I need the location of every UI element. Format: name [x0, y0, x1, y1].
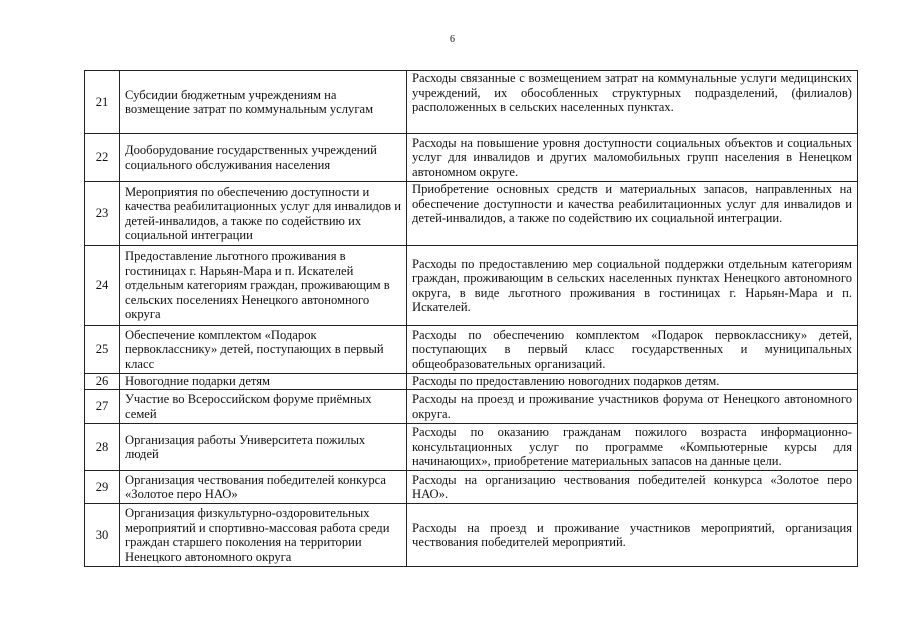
table-row	[85, 390, 858, 424]
row-number: 25	[85, 326, 120, 374]
row-item-description: Расходы по обеспечению комплектом «Подарок первокласснику» детей, поступающих в первый класс государственных и муниципальных общеобразовательных организаций.	[407, 326, 858, 374]
table-row	[85, 374, 858, 390]
row-item-name: Новогодние подарки детям	[120, 374, 407, 390]
row-item-description: Расходы по оказанию гражданам пожилого возраста информационно-консультационных услуг по программе «Компьютерные курсы для начинающих», приобретение материальных запасов на данные цели.	[407, 424, 858, 471]
row-item-name: Предоставление льготного проживания в гостиницах г. Нарьян-Мара и п. Искателей отдельным категориям граждан, проживающим в сельских поселениях Ненецкого автономного округа	[120, 246, 407, 326]
row-number: 24	[85, 246, 120, 326]
row-item-name: Обеспечение комплектом «Подарок первокласснику» детей, поступающих в первый класс	[120, 326, 407, 374]
row-item-description: Расходы на проезд и проживание участников форума от Ненецкого автономного округа.	[407, 390, 858, 424]
page-number: 6	[450, 34, 455, 45]
table-row	[85, 471, 858, 504]
row-number: 30	[85, 504, 120, 567]
row-number: 22	[85, 134, 120, 182]
row-item-name: Субсидии бюджетным учреждениям на возмещение затрат по коммунальным услугам	[120, 71, 407, 134]
table-row	[85, 504, 858, 567]
row-item-description: Расходы по предоставлению новогодних подарков детям.	[407, 374, 858, 390]
row-item-name: Дооборудование государственных учреждений социального обслуживания населения	[120, 134, 407, 182]
row-number: 23	[85, 182, 120, 246]
row-item-description: Расходы на организацию чествования победителей конкурса «Золотое перо НАО».	[407, 471, 858, 504]
expense-table	[84, 70, 858, 567]
table-row	[85, 326, 858, 374]
row-item-name: Мероприятия по обеспечению доступности и качества реабилитационных услуг для инвалидов и детей-инвалидов, а также по содействию их социальной интеграции	[120, 182, 407, 246]
row-item-name: Участие во Всероссийском форуме приёмных семей	[120, 390, 407, 424]
row-number: 28	[85, 424, 120, 471]
table-row	[85, 424, 858, 471]
row-item-description: Расходы на проезд и проживание участников мероприятий, организация чествования победителей мероприятий.	[407, 504, 858, 567]
row-number: 21	[85, 71, 120, 134]
row-item-description: Приобретение основных средств и материальных запасов, направленных на обеспечение доступности и качества реабилитационных услуг для инвалидов и детей-инвалидов, а также по содействию их социальной интеграции.	[407, 182, 858, 246]
row-item-description: Расходы связанные с возмещением затрат на коммунальные услуги медицинских учреждений, их обособленных структурных подразделений, (филиалов) расположенных в сельских населенных пунктах.	[407, 71, 858, 134]
row-number: 27	[85, 390, 120, 424]
row-number: 26	[85, 374, 120, 390]
row-item-description: Расходы на повышение уровня доступности социальных объектов и социальных услуг для инвалидов и других маломобильных групп населения в Ненецком автономном округе.	[407, 134, 858, 182]
row-item-name: Организация чествования победителей конкурса «Золотое перо НАО»	[120, 471, 407, 504]
table-row	[85, 134, 858, 182]
table-row	[85, 246, 858, 326]
row-item-description: Расходы по предоставлению мер социальной поддержки отдельным категориям граждан, проживающим в сельских населенных пунктах Ненецкого автономного округа, в виде льготного проживания в гостиницах г. Нарьян-Мара и п. Искателей.	[407, 246, 858, 326]
row-item-name: Организация физкультурно-оздоровительных мероприятий и спортивно-массовая работа среди граждан старшего поколения на территории Ненецкого автономного округа	[120, 504, 407, 567]
row-item-name: Организация работы Университета пожилых людей	[120, 424, 407, 471]
table-row	[85, 71, 858, 134]
row-number: 29	[85, 471, 120, 504]
table-row	[85, 182, 858, 246]
